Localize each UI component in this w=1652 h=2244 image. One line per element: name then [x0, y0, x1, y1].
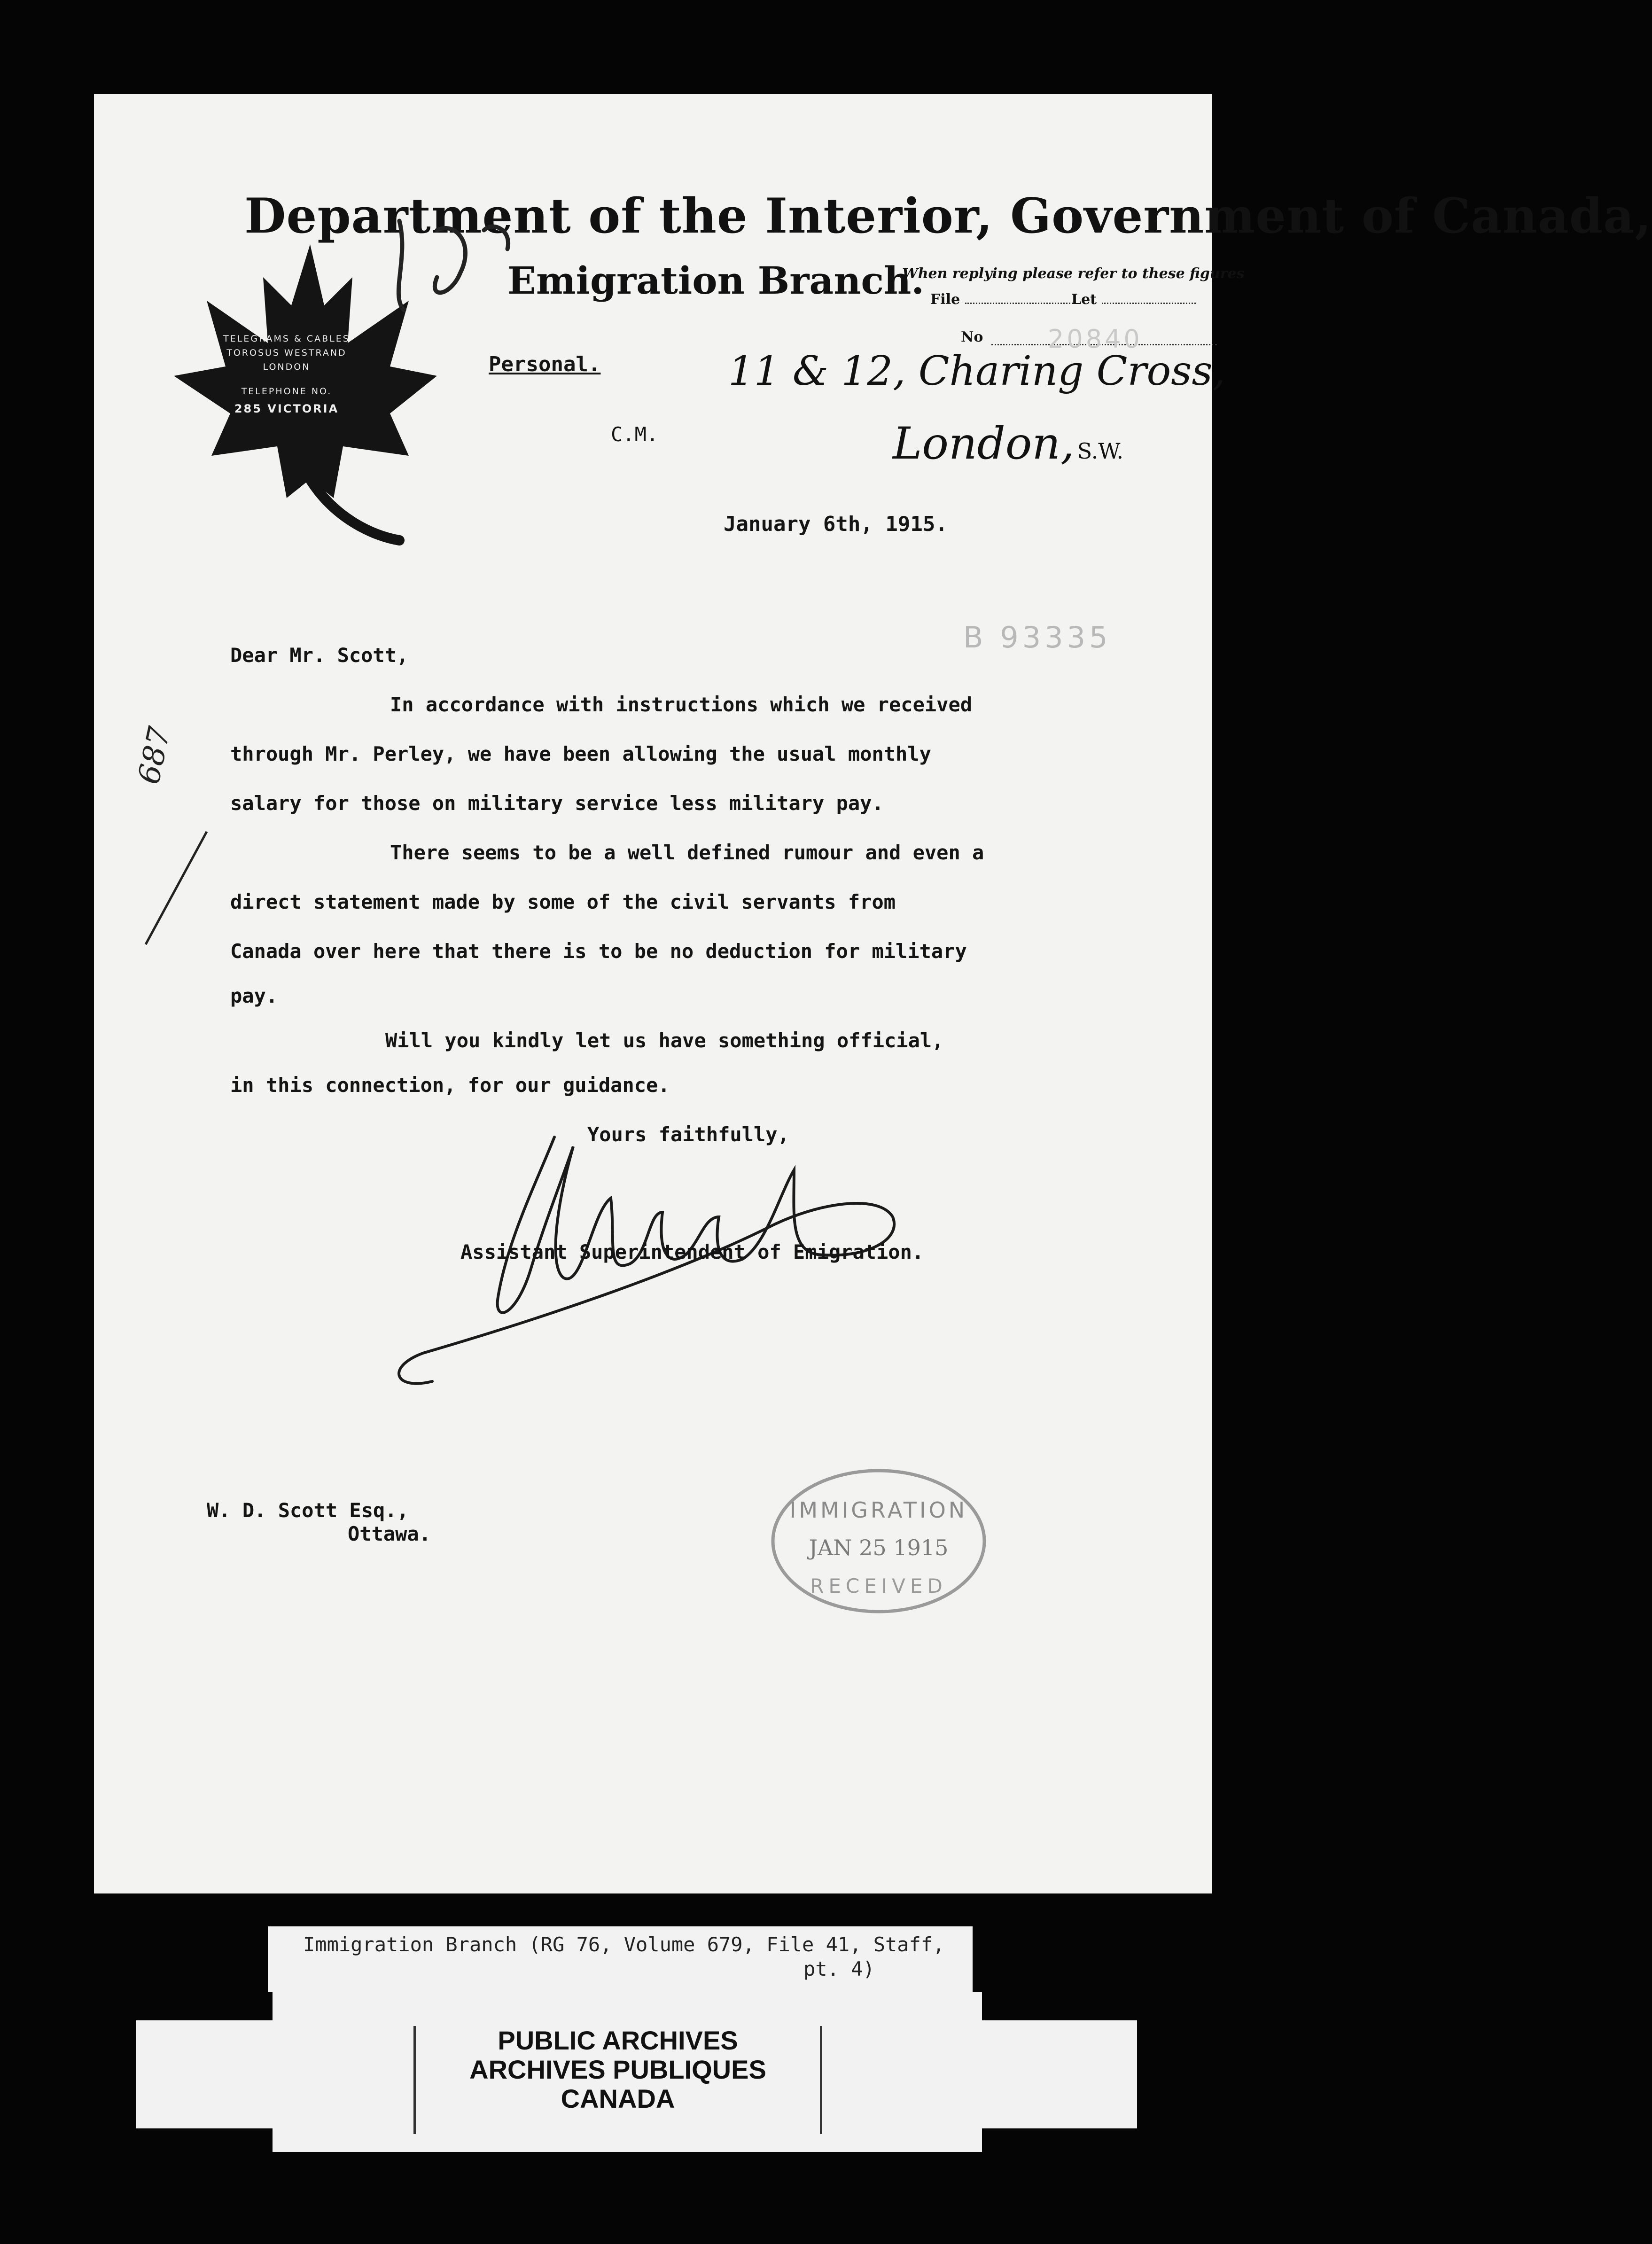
- margin-number: 687: [132, 724, 178, 787]
- address-line-1: 11 & 12, Charing Cross,: [728, 348, 1225, 395]
- body-line: Canada over here that there is to be no deduction for military: [230, 940, 967, 963]
- signer-title: Assistant Superintendent of Emigration.: [460, 1240, 924, 1263]
- leaf-text-telephone: TELEPHONE NO.: [241, 386, 332, 397]
- body-line: in this connection, for our guidance.: [230, 1074, 670, 1097]
- cm-initials: C.M.: [611, 423, 659, 446]
- body-line: Will you kindly let us have something official,: [385, 1029, 944, 1052]
- personal-marking: Personal.: [489, 352, 601, 376]
- archive-inner: [413, 2026, 822, 2134]
- body-line: In accordance with instructions which we received: [390, 693, 973, 716]
- stamp-top: IMMIGRATION: [789, 1497, 968, 1523]
- archive-reference-line-1: Immigration Branch (RG 76, Volume 679, File 41, Staff,: [303, 1933, 945, 1956]
- letterhead-title: Department of the Interior, Government of Canada,: [244, 188, 1652, 244]
- closing: Yours faithfully,: [587, 1123, 789, 1146]
- archive-line-1: PUBLIC ARCHIVES: [498, 2026, 738, 2055]
- archive-reference-label: [268, 1926, 973, 1992]
- margin-slash: [136, 827, 211, 949]
- file-stamp: B 93335: [963, 620, 1112, 654]
- salutation: Dear Mr. Scott,: [230, 644, 409, 667]
- archive-label: [273, 1992, 982, 2152]
- letter-date: January 6th, 1915.: [724, 512, 948, 536]
- letter-page: [94, 94, 1652, 1893]
- file-label: File: [930, 291, 960, 308]
- let-field: [1071, 291, 1196, 308]
- body-line: direct statement made by some of the civil servants from: [230, 890, 896, 913]
- stamp-date: JAN 25 1915: [809, 1535, 949, 1560]
- recipient-city: Ottawa.: [348, 1522, 431, 1545]
- recipient-name: W. D. Scott Esq.,: [207, 1499, 409, 1522]
- file-dots: [965, 292, 1073, 304]
- no-value: 20840: [1048, 324, 1143, 354]
- address-line-2: [893, 418, 1123, 469]
- leaf-text-telegrams: TELEGRAMS & CABLES: [223, 334, 350, 344]
- archive-reference-line-2: pt. 4): [803, 1957, 875, 1980]
- letterhead-branch: Emigration Branch.: [507, 258, 925, 303]
- let-label: Let: [1071, 291, 1097, 308]
- reply-note: When replying please refer to these figures: [902, 265, 1245, 282]
- leaf-text-address: TOROSUS WESTRAND: [226, 348, 347, 358]
- archive-line-3: CANADA: [561, 2084, 675, 2113]
- file-field: [930, 291, 1073, 308]
- address-district: S.W.: [1077, 438, 1124, 464]
- body-line: There seems to be a well defined rumour and even a: [390, 841, 984, 864]
- body-line: salary for those on military service less military pay.: [230, 792, 884, 815]
- no-label: No: [961, 329, 983, 345]
- body-line: through Mr. Perley, we have been allowing the usual monthly: [230, 742, 931, 765]
- let-dots: [1102, 292, 1196, 304]
- address-city: London,: [893, 418, 1075, 469]
- stamp-bottom: RECEIVED: [810, 1574, 947, 1597]
- handwritten-scrawl: [381, 202, 531, 324]
- leaf-text-phone-number: 285 VICTORIA: [234, 402, 339, 415]
- archive-line-2: ARCHIVES PUBLIQUES: [469, 2055, 766, 2084]
- body-line: pay.: [230, 984, 278, 1007]
- received-stamp: [766, 1466, 991, 1616]
- leaf-text-city: LONDON: [263, 362, 311, 372]
